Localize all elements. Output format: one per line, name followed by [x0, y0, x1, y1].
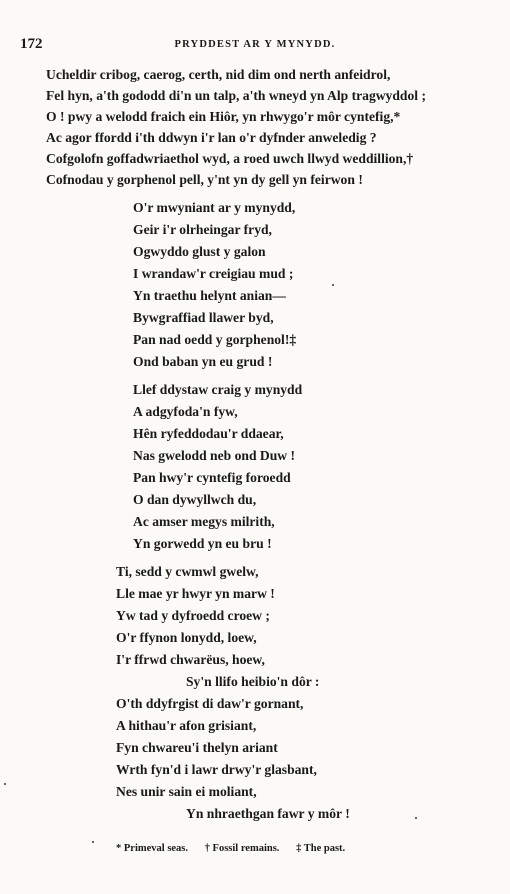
- page-header: [0, 36, 510, 56]
- verse-line: A adgyfoda'n fyw,: [133, 404, 238, 419]
- page-number: 172: [20, 36, 43, 52]
- verse-line: Fyn chwareu'i thelyn ariant: [116, 740, 278, 755]
- verse-line: Yn nhraethgan fawr y môr !: [186, 806, 350, 821]
- verse-line: Pan hwy'r cyntefig foroedd: [133, 470, 291, 485]
- running-title: PRYDDEST AR Y MYNYDD.: [174, 39, 336, 50]
- verse-line: Ucheldir cribog, caerog, certh, nid dim ond nerth anfeidrol,: [46, 67, 391, 82]
- verse-line: Yw tad y dyfroedd croew ;: [116, 608, 270, 623]
- verse-line: A hithau'r afon grisiant,: [116, 718, 257, 733]
- verse-line: Ond baban yn eu grud !: [133, 354, 273, 369]
- verse-line: Llef ddystaw craig y mynydd: [133, 382, 303, 397]
- footnote: * Primeval seas.: [116, 843, 189, 854]
- print-speck: [415, 817, 417, 819]
- footnote: † Fossil remains.: [204, 843, 280, 854]
- verse-line: Fel hyn, a'th gododd di'n un talp, a'th wneyd yn Alp tragwyddol ;: [46, 88, 426, 103]
- verse-line: Geir i'r olrheingar fryd,: [133, 222, 272, 237]
- verse-line: Nes unir sain ei moliant,: [116, 784, 257, 799]
- verse-line: I'r ffrwd chwarëus, hoew,: [116, 652, 265, 667]
- verse-line: Ti, sedd y cwmwl gwelw,: [116, 564, 259, 579]
- verse-line: Cofgolofn goffadwriaethol wyd, a roed uwch llwyd weddillion,†: [46, 151, 414, 166]
- verse-line: I wrandaw'r creigiau mud ;: [133, 266, 294, 281]
- verse-line: Yn traethu helynt anian—: [133, 288, 286, 303]
- print-speck: [92, 841, 94, 843]
- verse-line: O dan dywyllwch du,: [133, 492, 257, 507]
- verse-line: Nas gwelodd neb ond Duw !: [133, 448, 296, 463]
- verse-line: O'th ddyfrgist di daw'r gornant,: [116, 696, 304, 711]
- verse-line: Lle mae yr hwyr yn marw !: [116, 586, 275, 601]
- verse-line: Hên ryfeddodau'r ddaear,: [133, 426, 284, 441]
- verse-line: O'r ffynon lonydd, loew,: [116, 630, 257, 645]
- verse-line: O'r mwyniant ar y mynydd,: [133, 200, 296, 215]
- verse-line: Bywgraffiad llawer byd,: [133, 310, 274, 325]
- verse-line: Sy'n llifo heibio'n dôr :: [186, 674, 320, 689]
- verse-line: O ! pwy a welodd fraich ein Hiôr, yn rhwygo'r môr cyntefig,*: [46, 109, 401, 124]
- print-speck: [332, 284, 334, 286]
- print-speck: [4, 783, 6, 785]
- footnote: ‡ The past.: [296, 843, 346, 854]
- verse-line: Cofnodau y gorphenol pell, y'nt yn dy gell yn feirwon !: [46, 172, 363, 187]
- verse-line: Ogwyddo glust y galon: [133, 244, 266, 259]
- verse-line: Pan nad oedd y gorphenol!‡: [133, 332, 297, 347]
- verse-line: Ac amser megys milrith,: [133, 514, 275, 529]
- verse-line: Wrth fyn'd i lawr drwy'r glasbant,: [116, 762, 317, 777]
- verse-line: Yn gorwedd yn eu bru !: [133, 536, 272, 551]
- footnotes: [116, 843, 359, 854]
- verse-line: Ac agor ffordd i'th ddwyn i'r lan o'r dyfnder anweledig ?: [46, 130, 377, 145]
